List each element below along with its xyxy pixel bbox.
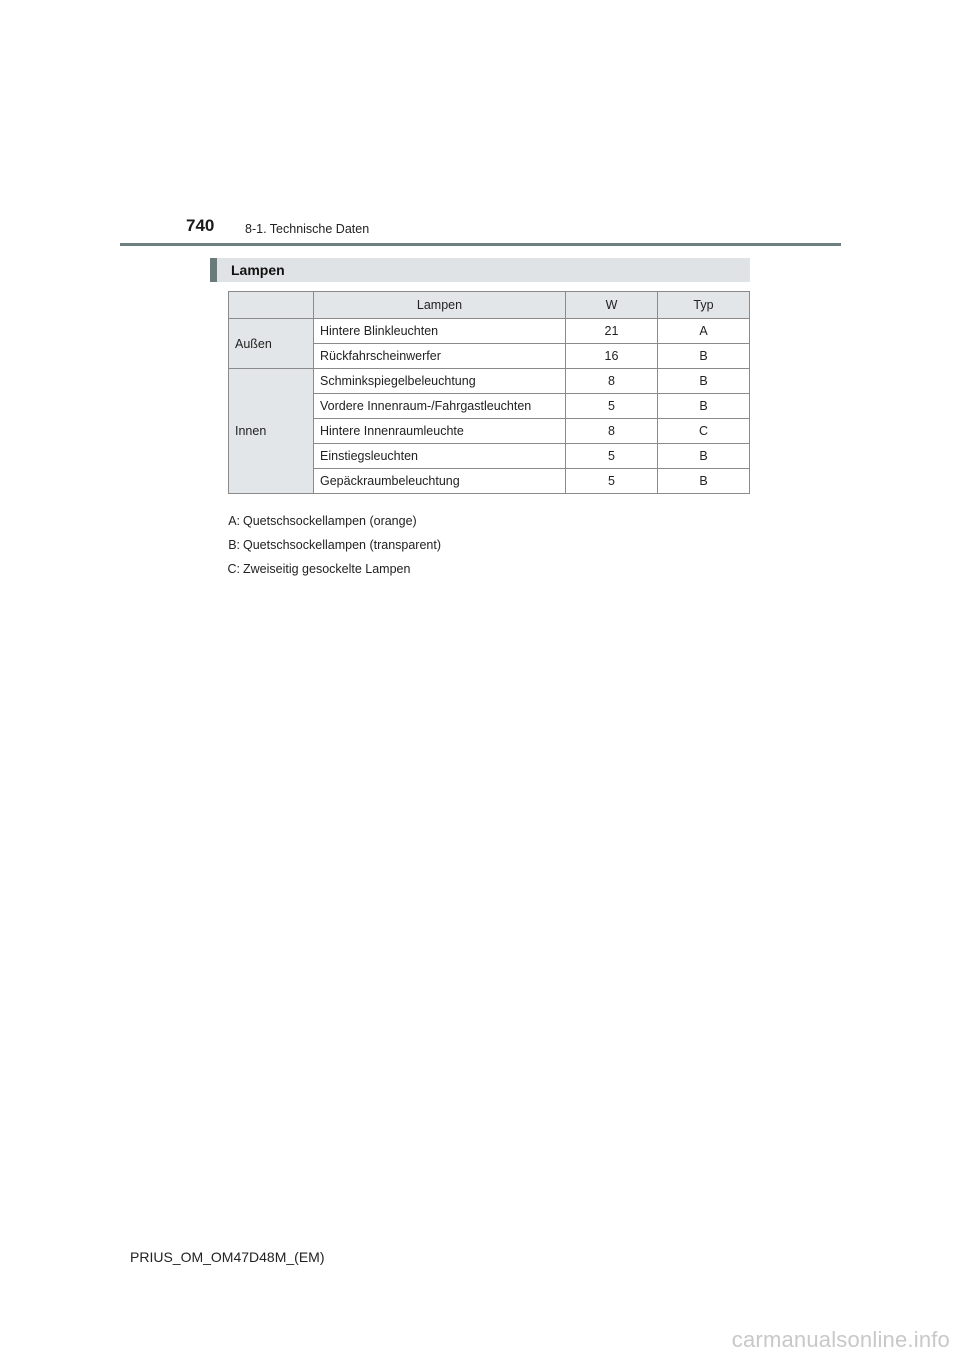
lamp-watt: 16 — [566, 344, 658, 369]
lamp-name: Einstiegsleuchten — [314, 444, 566, 469]
section-header — [210, 258, 750, 282]
lamp-watt: 8 — [566, 369, 658, 394]
legend-key: C: — [227, 562, 240, 576]
header-cell-typ: Typ — [658, 292, 750, 319]
lamp-name: Vordere Innenraum-/Fahrgastleuchten — [314, 394, 566, 419]
lamp-type: C — [658, 419, 750, 444]
legend-item-c — [223, 561, 441, 585]
lamp-name: Hintere Innenraumleuchte — [314, 419, 566, 444]
page-number: 740 — [186, 216, 215, 235]
legend-text: Quetschsockellampen (transparent) — [243, 538, 442, 552]
lamp-type: B — [658, 469, 750, 494]
lamp-watt: 5 — [566, 444, 658, 469]
lamp-type: B — [658, 444, 750, 469]
group-label-aussen: Außen — [229, 319, 314, 369]
table-row — [229, 319, 750, 344]
group-label-innen: Innen — [229, 369, 314, 494]
legend-key: A: — [228, 514, 240, 528]
legend-item-a — [223, 513, 441, 537]
header-cell-lampen: Lampen — [314, 292, 566, 319]
legend-key: B: — [228, 538, 240, 552]
lamp-watt: 5 — [566, 469, 658, 494]
lamp-watt: 5 — [566, 394, 658, 419]
lamp-watt: 21 — [566, 319, 658, 344]
legend-text: Zweiseitig gesockelte Lampen — [243, 562, 411, 576]
lamp-type: B — [658, 369, 750, 394]
document-code: PRIUS_OM_OM47D48M_(EM) — [130, 1249, 325, 1265]
header-cell-group — [229, 292, 314, 319]
table-row — [229, 369, 750, 394]
lamp-type: A — [658, 319, 750, 344]
lamp-type: B — [658, 344, 750, 369]
legend-text: Quetschsockellampen (orange) — [243, 514, 417, 528]
legend-item-b — [223, 537, 441, 561]
lamp-name: Rückfahrscheinwerfer — [314, 344, 566, 369]
header-divider — [120, 243, 841, 246]
lamp-type: B — [658, 394, 750, 419]
lamp-name: Hintere Blinkleuchten — [314, 319, 566, 344]
lamp-name: Schminkspiegelbeleuchtung — [314, 369, 566, 394]
lamp-name: Gepäckraumbeleuchtung — [314, 469, 566, 494]
section-title: Lampen — [231, 262, 285, 278]
lamp-watt: 8 — [566, 419, 658, 444]
chapter-title: 8-1. Technische Daten — [245, 222, 370, 236]
lamps-table — [228, 291, 750, 494]
table-header-row — [229, 292, 750, 319]
header-cell-w: W — [566, 292, 658, 319]
type-legend — [223, 513, 441, 585]
watermark: carmanualsonline.info — [731, 1327, 950, 1352]
